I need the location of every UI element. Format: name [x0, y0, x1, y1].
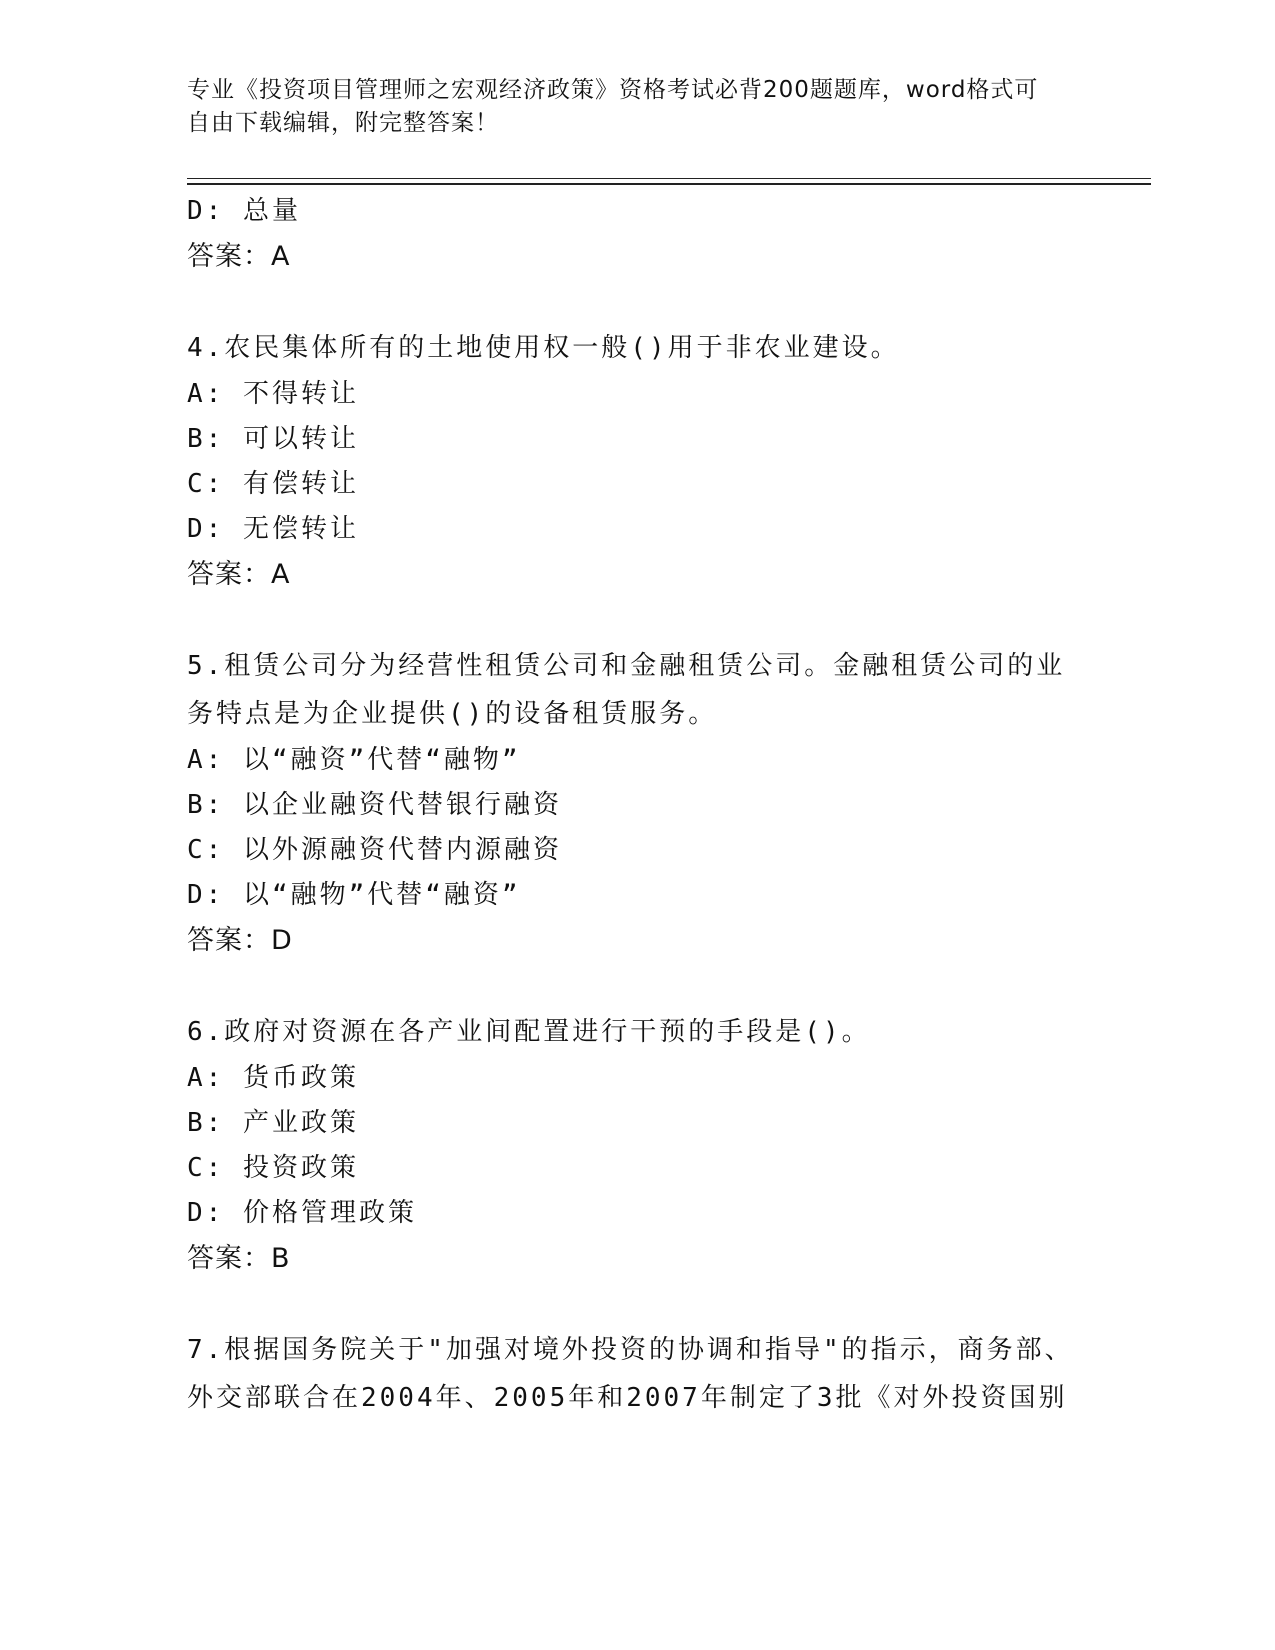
question-list [187, 189, 1077, 1422]
option-d: D: 以“融物”代替“融资” [187, 880, 521, 910]
option-c: C: 投资政策 [187, 1153, 359, 1183]
option-c: C: 有偿转让 [187, 469, 359, 499]
question-7 [187, 1326, 1077, 1422]
question-4 [187, 324, 1077, 598]
question-text-line-2: 外交部联合在2004年、2005年和2007年制定了3批《对外投资国别 [187, 1383, 1068, 1413]
question-text-line-2: 务特点是为企业提供()的设备租赁服务。 [187, 699, 718, 729]
option-d: D: 无偿转让 [187, 514, 359, 544]
question-text: 4.农民集体所有的土地使用权一般()用于非农业建设。 [187, 333, 900, 363]
answer: 答案：D [187, 925, 293, 956]
question-5 [187, 642, 1077, 964]
header-rule-thick [187, 183, 1151, 185]
header-line-2: 自由下载编辑，附完整答案！ [187, 110, 499, 136]
question-3-continued [187, 189, 1077, 280]
answer: 答案：A [187, 241, 291, 272]
question-text-line-1: 7.根据国务院关于"加强对境外投资的协调和指导"的指示，商务部、 [187, 1335, 1074, 1365]
option-c: C: 以外源融资代替内源融资 [187, 835, 562, 865]
option-b: B: 可以转让 [187, 424, 359, 454]
option-a: A: 不得转让 [187, 379, 359, 409]
option-d: D: 价格管理政策 [187, 1198, 417, 1228]
option-a: A: 以“融资”代替“融物” [187, 745, 521, 775]
answer: 答案：A [187, 559, 291, 590]
option-b: B: 以企业融资代替银行融资 [187, 790, 562, 820]
option-a: A: 货币政策 [187, 1063, 359, 1093]
question-6 [187, 1008, 1077, 1282]
answer: 答案：B [187, 1243, 291, 1274]
header-line-1: 专业《投资项目管理师之宏观经济政策》资格考试必背200题题库，word格式可 [187, 77, 1039, 103]
question-text: 6.政府对资源在各产业间配置进行干预的手段是()。 [187, 1017, 871, 1047]
document-header [187, 74, 1067, 140]
option-b: B: 产业政策 [187, 1108, 359, 1138]
question-text-line-1: 5.租赁公司分为经营性租赁公司和金融租赁公司。金融租赁公司的业 [187, 651, 1066, 681]
option-d: D: 总量 [187, 196, 301, 226]
header-rule-thin [187, 178, 1151, 179]
